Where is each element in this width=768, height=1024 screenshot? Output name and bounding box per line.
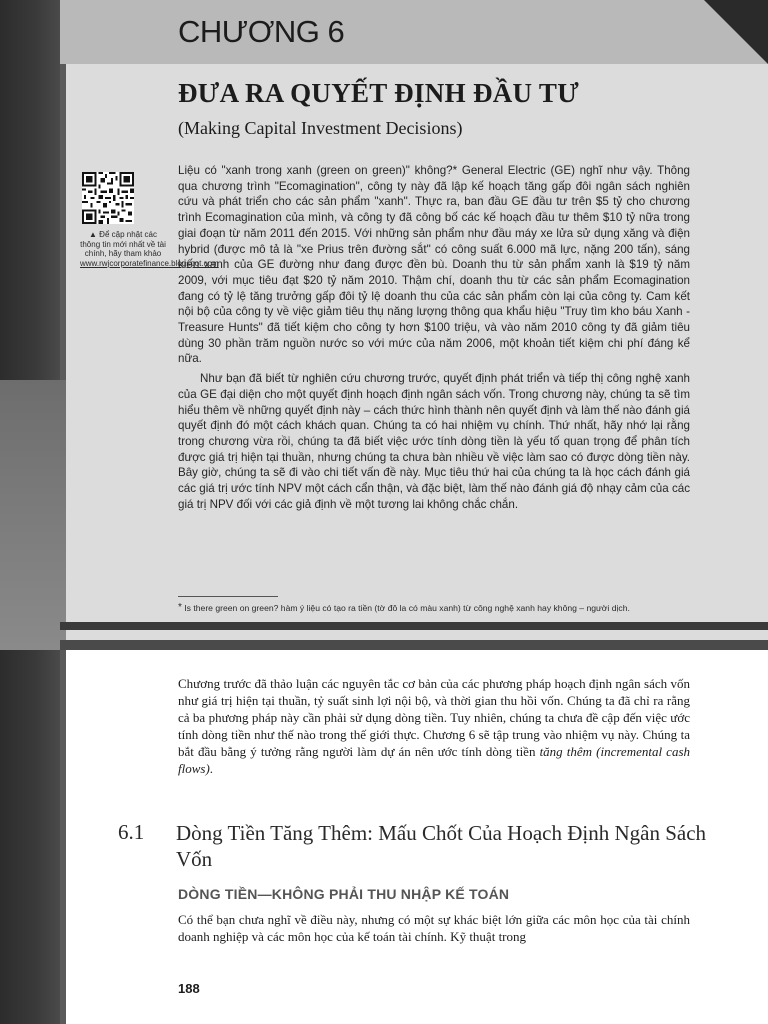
section-number: 6.1	[118, 820, 145, 844]
body-paragraph-1-end: .	[209, 761, 214, 776]
chapter-title: ĐƯA RA QUYẾT ĐỊNH ĐẦU TƯ	[178, 78, 579, 108]
triangle-pointer-icon: ▲	[89, 230, 97, 239]
qr-note-text: Để cập nhật các thông tin mới nhất về tài chính, hãy tham khảo	[80, 230, 166, 258]
chapter-label: CHƯƠNG 6	[178, 14, 345, 49]
intro-paragraph-1: Liệu có "xanh trong xanh (green on green)" không?* General Electric (GE) nghĩ như vậy. Thông qua chương trình "Ecomagination", công ty này đã lập kế hoạch tăng gấp đôi ngân sách nghiên cứu và phát triển cho các sản phẩm "xanh". Thực ra, ban đầu GE đầu tư trên $5 tỷ cho chương trình Ecomagination của mình, và công ty đã công bố các kế hoạch đầu tư thêm $10 tỷ nữa trong giai đoạn từ năm 2011 đến 2015. Với những sản phẩm như đầu máy xe lửa sử dụng xăng và điện hybrid (được mô tả là "xe Prius trên đường sắt" có công suất 6.000 mã lực, nặng 200 tấn), sáng kiến xanh của GE đường như đang được đền bù. Doanh thu từ sản phẩm xanh là $19 tỷ năm 2009, với mục tiêu đạt $20 tỷ năm 2010. Thậm chí, doanh thu từ các sản phẩm Ecomagination đang có tỷ lệ tăng trưởng gấp đôi tỷ lệ doanh thu của các sản phẩm còn lại của công ty. Cam kết nội bộ của công ty về việc giảm tiêu thụ năng lượng thông qua khẩu hiệu "Truy tìm kho báu Xanh - Treasure Hunts" đã tiết kiệm cho công ty hơn $100 triệu, và vào năm 2010 công ty đã giảm tiêu dùng 30 phần trăm nguồn nước so với mức của năm 2006, một khoản tiết kiệm chi phí đáng kể nữa.	[178, 164, 690, 366]
header-corner-decoration	[704, 0, 768, 64]
chapter-header-band	[60, 0, 768, 64]
qr-note	[80, 230, 219, 268]
body-paragraph-1-italic: tăng thêm (incremental cash flows)	[178, 744, 691, 776]
section-title: Dòng Tiền Tăng Thêm: Mấu Chốt Của Hoạch Định Ngân Sách Vốn	[176, 821, 707, 871]
body-paragraph-1	[178, 675, 690, 777]
footnote-text: Is there green on green? hàm ý liệu có tạo ra tiền (tờ đô la có màu xanh) từ công nghệ xanh hay không – người dịch.	[184, 603, 630, 613]
qr-note-link[interactable]: www.rwjcorporatefinance.blogspot.com	[80, 258, 219, 268]
body-paragraph-1-main: Chương trước đã thảo luận các nguyên tắc cơ bản của các phương pháp hoạch định ngân sách vốn như giá trị hiện tại thuần, tỷ suất sinh lợi nội bộ, và thời gian thu hồi vốn. Chúng ta đã chỉ ra rằng cả ba phương pháp này cần phải sử dụng dòng tiền. Tuy nhiên, chúng ta chưa đề cập đến việc ước tính dòng tiền như thế nào trong thế giới thực. Chương 6 sẽ tập trung vào nhiệm vụ này. Chúng ta bắt đầu bằng ý tưởng rằng người làm dự án nên ước tính dòng tiền	[178, 676, 690, 759]
footnote-rule	[178, 596, 278, 597]
intro-divider	[60, 622, 768, 630]
footnote	[178, 601, 690, 615]
intro-paragraph-2: Như bạn đã biết từ nghiên cứu chương trước, quyết định phát triển và tiếp thị công nghệ xanh của GE đại diện cho một quyết định hoạch định ngân sách vốn. Trong chương này, chúng ta sẽ tìm hiểu thêm về những quyết định này – cách thức hình thành nên quyết định và làm thế nào đánh giá quyết định đó một cách khách quan. Chúng ta có hai nhiệm vụ chính. Thứ nhất, hãy nhớ lại rằng trong chương vừa rồi, chúng ta đã biết việc ước tính dòng tiền là yếu tố quan trọng để phân tích được giá trị hiện tại thuần, nhưng chúng ta chưa bàn nhiều về việc làm sao có được dòng tiền này. Bây giờ, chúng ta sẽ đi vào chi tiết vấn đề này. Mục tiêu thứ hai của chúng ta là học cách đánh giá các giá trị ước tính NPV một cách cẩn thận, và đặc biệt, làm thế nào đánh giá độ nhạy cảm của các giá trị NPV đối với các giả định về một tương lai không chắc chắn.	[178, 372, 690, 511]
page-number: 188	[178, 981, 200, 996]
chapter-subtitle: (Making Capital Investment Decisions)	[178, 118, 463, 138]
footnote-mark: *	[178, 602, 182, 613]
qr-code-icon[interactable]	[82, 172, 134, 224]
body-paragraph-2: Có thể bạn chưa nghĩ về điều này, nhưng có một sự khác biệt lớn giữa các môn học của tài chính doanh nghiệp và các môn học của kế toán tài chính. Kỹ thuật trong	[178, 912, 690, 944]
side-decoration	[0, 380, 66, 650]
chapter-intro-text	[178, 163, 690, 512]
intro-divider-lower	[60, 640, 768, 650]
subsection-title: DÒNG TIỀN—KHÔNG PHẢI THU NHẬP KẾ TOÁN	[178, 886, 510, 902]
